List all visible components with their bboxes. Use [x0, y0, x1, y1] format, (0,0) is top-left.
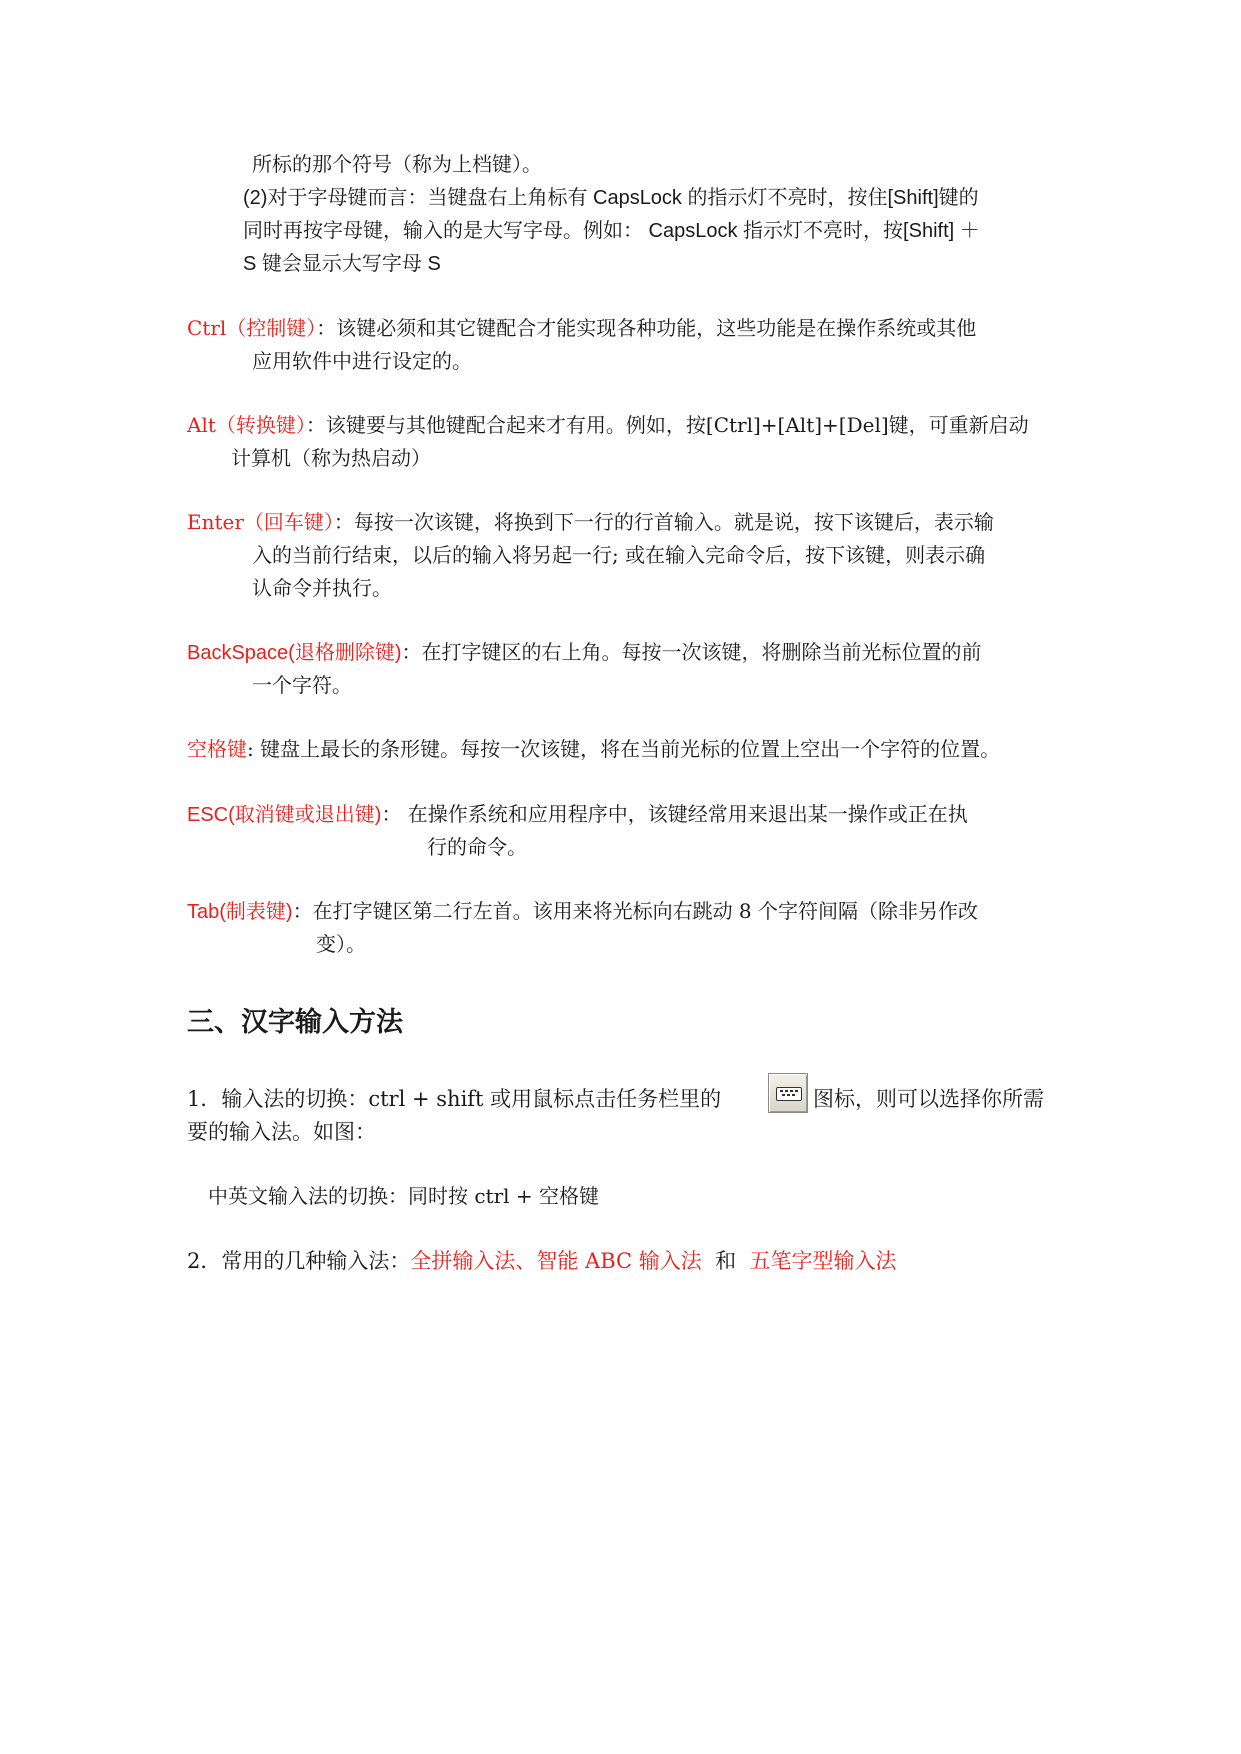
entry-esc	[187, 800, 968, 829]
term-label: Tab(制表键)	[187, 901, 293, 923]
entry-alt	[187, 411, 1029, 439]
section-heading: 三、汉字输入方法	[187, 1007, 403, 1038]
term-desc: ：每按一次该键，将换到下一行的行首输入。就是说，按下该键后，表示输	[333, 510, 994, 534]
text-line: S 键会显示大写字母 S	[243, 253, 441, 275]
text-line: 认命令并执行。	[252, 576, 392, 600]
item-2-label: 2．常用的几种输入法：	[187, 1249, 411, 1273]
term-desc: ：该键必须和其它键配合才能实现各种功能，这些功能是在操作系统或其他	[316, 316, 977, 340]
item-1-line: 1．输入法的切换：ctrl + shift 或用鼠标点击任务栏里的	[187, 1087, 722, 1111]
text-line: 行的命令。	[427, 835, 527, 859]
term-label: 空格键	[187, 737, 247, 761]
text-line: 同时再按字母键，输入的是大写字母。例如： CapsLock 指示灯不亮时，按[Shift] ＋	[243, 220, 980, 242]
input-method-abc: 智能 ABC 输入法	[536, 1249, 702, 1273]
input-method-quanpin: 全拼输入法	[410, 1249, 516, 1273]
text-line: 入的当前行结束，以后的输入将另起一行; 或在输入完命令后，按下该键，则表示确	[252, 543, 986, 567]
entry-enter	[187, 508, 994, 536]
keyboard-icon[interactable]	[768, 1073, 808, 1113]
term-desc: ：该键要与其他键配合起来才有用。例如，按[Ctrl]+[Alt]+[Del]键，可重新启动	[305, 413, 1029, 437]
term-desc: ：在打字键区的右上角。每按一次该键，将删除当前光标位置的前	[401, 640, 982, 664]
term-desc: ：在打字键区第二行左首。该用来将光标向右跳动 8 个字符间隔（除非另作改	[292, 899, 979, 923]
entry-space	[187, 735, 1000, 763]
separator: 和	[701, 1249, 750, 1273]
entry-backspace	[187, 638, 982, 667]
text-line: 应用软件中进行设定的。	[252, 349, 472, 373]
keyboard-glyph	[776, 1087, 802, 1101]
text-line: 计算机（称为热启动）	[231, 446, 431, 470]
shortcut-note: 中英文输入法的切换：同时按 ctrl + 空格键	[208, 1184, 600, 1208]
term-label: Ctrl（控制键）	[187, 316, 317, 340]
item-2-line	[187, 1247, 896, 1275]
entry-ctrl	[187, 314, 976, 342]
term-label: BackSpace(退格删除键)	[187, 642, 402, 664]
term-desc: : 键盘上最长的条形键。每按一次该键，将在当前光标的位置上空出一个字符的位置。	[247, 737, 1001, 761]
term-label: Alt（转换键）	[187, 413, 306, 437]
input-method-wubi: 五笔字型输入法	[749, 1249, 897, 1273]
term-label: Enter（回车键）	[187, 510, 334, 534]
text-line: 变）。	[316, 932, 366, 956]
term-label: ESC(取消键或退出键)	[187, 804, 382, 826]
text-line: (2)对于字母键而言：当键盘右上角标有 CapsLock 的指示灯不亮时，按住[Shift]键的	[243, 187, 979, 209]
term-desc: ： 在操作系统和应用程序中，该键经常用来退出某一操作或正在执	[381, 802, 968, 826]
separator: 、	[515, 1249, 537, 1273]
text-line: 一个字符。	[252, 673, 352, 697]
item-1-line: 要的输入法。如图：	[187, 1120, 376, 1144]
text-line: 所标的那个符号（称为上档键）。	[252, 152, 542, 176]
entry-tab	[187, 897, 978, 926]
item-1-line: 图标，则可以选择你所需	[813, 1087, 1044, 1111]
